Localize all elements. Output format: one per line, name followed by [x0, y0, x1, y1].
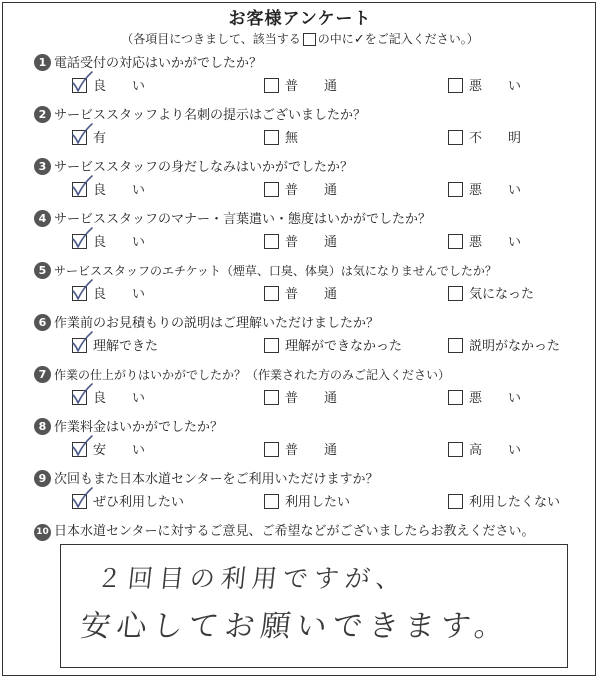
check-mark-icon [68, 70, 94, 94]
option-3[interactable] [448, 234, 521, 252]
checkbox[interactable] [448, 130, 463, 145]
check-mark-icon [68, 226, 94, 250]
checkbox-sample-icon [303, 33, 316, 46]
question-number-badge: 4 [34, 210, 51, 227]
checkbox[interactable] [448, 338, 463, 353]
check-mark-icon [68, 174, 94, 198]
option-label: 利用したくない [469, 495, 561, 510]
question-heading [34, 364, 450, 384]
question-text: サービススタッフより名刺の提示はございましたか？ [54, 108, 367, 123]
option-label: 普 通 [285, 287, 338, 302]
checkbox[interactable] [72, 442, 87, 457]
question-number-badge: 9 [34, 470, 51, 487]
option-label: 良 い [93, 183, 146, 198]
option-label: ぜひ利用したい [93, 495, 185, 510]
question-number-badge: 3 [34, 158, 51, 175]
option-3[interactable] [448, 286, 534, 304]
question-text: サービススタッフの身だしなみはいかがでしたか？ [54, 160, 354, 175]
check-stroke [73, 72, 92, 91]
check-stroke [73, 332, 92, 351]
question-8 [34, 416, 594, 468]
option-1[interactable] [72, 182, 145, 200]
option-label: 有 [93, 131, 107, 146]
checkbox[interactable] [264, 390, 279, 405]
question-heading [34, 52, 262, 72]
question-1 [34, 52, 594, 104]
question-9 [34, 468, 594, 520]
question-number-badge: 10 [34, 524, 51, 541]
question-6 [34, 312, 594, 364]
question-number-badge: 8 [34, 418, 51, 435]
option-1[interactable] [72, 494, 184, 512]
option-3[interactable] [448, 390, 521, 408]
checkbox[interactable] [448, 390, 463, 405]
option-label: 理解ができなかった [285, 339, 403, 354]
checkbox[interactable] [72, 182, 87, 197]
question-number-badge: 2 [34, 106, 51, 123]
check-mark-sample-icon: ✓ [353, 32, 365, 47]
question-7 [34, 364, 594, 416]
option-label: 利用したい [285, 495, 351, 510]
checkbox[interactable] [72, 234, 87, 249]
option-label: 良 い [93, 79, 146, 94]
checkbox[interactable] [264, 494, 279, 509]
option-2[interactable] [264, 182, 337, 200]
option-label: 良 い [93, 287, 146, 302]
option-label: 無 [285, 131, 299, 146]
option-label: 普 通 [285, 235, 338, 250]
instruction-before: （各項目につきまして、該当する [121, 32, 301, 46]
checkbox[interactable] [72, 78, 87, 93]
checkbox[interactable] [72, 130, 87, 145]
option-2[interactable] [264, 442, 337, 460]
option-label: 安 い [93, 443, 146, 458]
question-heading [34, 104, 366, 124]
option-label: 悪 い [469, 391, 522, 406]
question-heading [34, 468, 378, 488]
question-2 [34, 104, 594, 156]
question-number-badge: 6 [34, 314, 51, 331]
checkbox[interactable] [264, 78, 279, 93]
option-3[interactable] [448, 78, 521, 96]
option-label: 良 い [93, 391, 146, 406]
question-5 [34, 260, 594, 312]
question-text: 電話受付の対応はいかがでしたか？ [54, 56, 263, 71]
option-3[interactable] [448, 130, 521, 148]
option-1[interactable] [72, 234, 145, 252]
check-mark-icon [68, 330, 94, 354]
option-label: 気になった [469, 287, 535, 302]
option-3[interactable] [448, 182, 521, 200]
option-3[interactable] [448, 442, 521, 460]
option-3[interactable] [448, 494, 560, 512]
instruction-text [0, 30, 600, 47]
option-1[interactable] [72, 130, 106, 148]
question-heading [34, 260, 497, 280]
option-label: 悪 い [469, 79, 522, 94]
checkbox[interactable] [264, 234, 279, 249]
option-2[interactable] [264, 78, 337, 96]
option-label: 悪 い [469, 235, 522, 250]
option-3[interactable] [448, 338, 560, 356]
question-text: 日本水道センターに対するご意見、ご希望などがございましたらお教えください。 [54, 524, 535, 539]
check-stroke [73, 436, 92, 455]
option-label: 不 明 [469, 131, 522, 146]
checkbox[interactable] [264, 182, 279, 197]
question-number-badge: 1 [34, 54, 51, 71]
check-stroke [73, 280, 92, 299]
check-mark-icon [68, 434, 94, 458]
checkbox[interactable] [72, 494, 87, 509]
option-label: 良 い [93, 235, 146, 250]
comment-textarea[interactable] [60, 544, 568, 668]
checkbox[interactable] [448, 442, 463, 457]
option-1[interactable] [72, 338, 158, 356]
instruction-after: をご記入ください。） [364, 32, 479, 46]
checkbox[interactable] [448, 182, 463, 197]
checkbox[interactable] [72, 338, 87, 353]
check-mark-icon [68, 122, 94, 146]
question-text: 作業の仕上がりはいかがでしたか？（作業された方のみご記入ください） [54, 368, 451, 382]
option-2[interactable] [264, 494, 350, 512]
checkbox[interactable] [448, 234, 463, 249]
option-label: 普 通 [285, 183, 338, 198]
survey-title: お客様アンケート [228, 9, 372, 29]
check-stroke [73, 228, 92, 247]
checkbox[interactable] [264, 130, 279, 145]
option-label: 高 い [469, 443, 522, 458]
question-text: サービススタッフのエチケット（煙草、口臭、体臭）は気になりませんでしたか？ [54, 264, 497, 278]
checkbox[interactable] [264, 338, 279, 353]
option-2[interactable] [264, 390, 337, 408]
question-number-badge: 5 [34, 262, 51, 279]
question-number-badge: 7 [34, 366, 51, 383]
checkbox[interactable] [264, 442, 279, 457]
question-heading [34, 312, 379, 332]
checkbox[interactable] [72, 286, 87, 301]
instruction-middle: の中に [317, 32, 354, 46]
check-mark-icon [68, 486, 94, 510]
checkbox[interactable] [264, 286, 279, 301]
question-3 [34, 156, 594, 208]
check-mark-icon [68, 382, 94, 406]
option-1[interactable] [72, 286, 145, 304]
checkbox[interactable] [72, 390, 87, 405]
question-heading [34, 208, 431, 228]
option-2[interactable] [264, 286, 337, 304]
question-heading [34, 416, 223, 436]
checkbox[interactable] [448, 78, 463, 93]
option-label: 悪 い [469, 183, 522, 198]
question-text: 作業料金はいかがでしたか？ [54, 420, 224, 435]
question-heading [34, 156, 353, 176]
check-stroke [73, 124, 92, 143]
question-text: 次回もまた日本水道センターをご利用いただけますか？ [54, 472, 379, 487]
handwritten-comment-line: ２回目の利用ですが、 [95, 564, 409, 593]
check-stroke [73, 176, 92, 195]
option-label: 普 通 [285, 79, 338, 94]
option-label: 普 通 [285, 443, 338, 458]
option-1[interactable] [72, 78, 145, 96]
option-2[interactable] [264, 234, 337, 252]
option-label: 説明がなかった [469, 339, 561, 354]
option-1[interactable] [72, 390, 145, 408]
option-label: 普 通 [285, 391, 338, 406]
option-2[interactable] [264, 130, 298, 148]
option-label: 理解できた [93, 339, 159, 354]
option-2[interactable] [264, 338, 402, 356]
check-stroke [73, 488, 92, 507]
handwritten-comment-line: 安心してお願いできます。 [78, 609, 513, 644]
check-stroke [73, 384, 92, 403]
question-4 [34, 208, 594, 260]
check-mark-icon [68, 278, 94, 302]
question-text: 作業前のお見積もりの説明はご理解いただけましたか？ [54, 316, 380, 331]
checkbox[interactable] [448, 286, 463, 301]
checkbox[interactable] [448, 494, 463, 509]
option-1[interactable] [72, 442, 145, 460]
question-text: サービススタッフのマナー・言葉遣い・態度はいかがでしたか？ [54, 212, 432, 227]
question-heading [34, 520, 534, 540]
